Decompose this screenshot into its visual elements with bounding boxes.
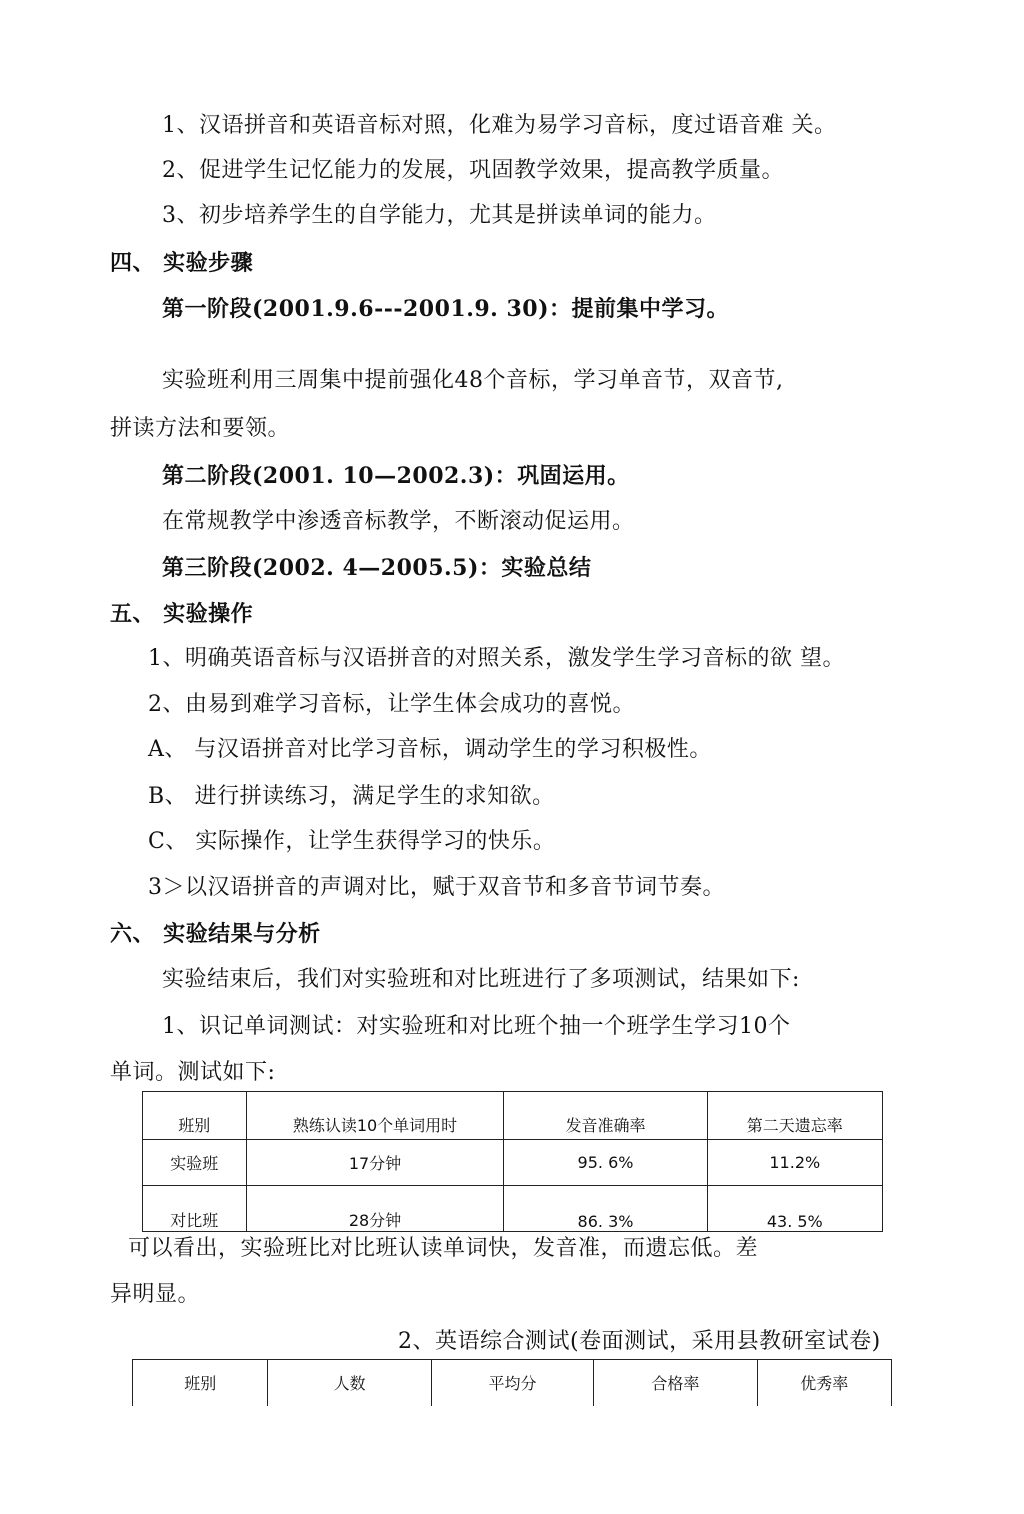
operation-item-b: B、 进行拼读练习，满足学生的求知欲。 — [148, 784, 555, 809]
results-intro: 实验结束后，我们对实验班和对比班进行了多项测试，结果如下: — [162, 967, 800, 992]
table-header-cell: 班别 — [143, 1092, 247, 1140]
objective-3: 3、初步培养学生的自学能力，尤其是拼读单词的能力。 — [162, 203, 717, 228]
table-header-cell: 熟练认读10个单词用时 — [246, 1092, 504, 1140]
stage-1-title: 第一阶段(2001.9.6---2001.9. 30)：提前集中学习。 — [162, 296, 730, 322]
operation-item-1: 1、明确英语音标与汉语拼音的对照关系，激发学生学习音标的欲 望。 — [148, 646, 845, 671]
word-test-table — [142, 1091, 883, 1232]
table-header-cell: 合格率 — [594, 1360, 757, 1406]
table-header-cell: 第二天遗忘率 — [707, 1092, 882, 1140]
table-row — [143, 1186, 883, 1232]
section-4-heading: 四、 实验步骤 — [110, 250, 254, 276]
time-cell: 17分钟 — [246, 1140, 504, 1186]
operation-item-a: A、 与汉语拼音对比学习音标，调动学生的学习积极性。 — [148, 737, 712, 762]
table-header-cell: 班别 — [133, 1360, 268, 1406]
test-2-title: 2、英语综合测试(卷面测试，采用县教研室试卷) — [398, 1329, 881, 1354]
table-header-cell: 人数 — [268, 1360, 431, 1406]
section-6-heading: 六、 实验结果与分析 — [110, 921, 321, 947]
table-header-cell: 平均分 — [431, 1360, 593, 1406]
comprehensive-test-table — [132, 1359, 892, 1406]
table-header-row — [143, 1092, 883, 1140]
table-header-row — [133, 1360, 892, 1406]
operation-item-c: C、 实际操作，让学生获得学习的快乐。 — [148, 829, 556, 854]
operation-item-2: 2、由易到难学习音标，让学生体会成功的喜悦。 — [148, 692, 635, 717]
table-header-cell: 发音准确率 — [504, 1092, 707, 1140]
stage-2-title: 第二阶段(2001. 10—2002.3)：巩固运用。 — [162, 463, 630, 489]
class-name-cell: 对比班 — [143, 1186, 247, 1232]
accuracy-cell: 86. 3% — [504, 1186, 707, 1232]
test-1-line2: 单词。测试如下: — [110, 1060, 276, 1085]
objective-2: 2、促进学生记忆能力的发展，巩固教学效果，提高教学质量。 — [162, 158, 784, 183]
stage-1-body-line2: 拼读方法和要领。 — [110, 416, 291, 441]
stage-1-body-line1: 实验班利用三周集中提前强化48个音标，学习单音节，双音节, — [162, 368, 784, 393]
time-cell: 28分钟 — [246, 1186, 504, 1232]
conclusion-line1: 可以看出，实验班比对比班认读单词快，发音准，而遗忘低。差 — [128, 1236, 759, 1261]
section-5-heading: 五、 实验操作 — [110, 601, 254, 627]
conclusion-line2: 异明显。 — [110, 1282, 201, 1307]
operation-item-3: 3＞以汉语拼音的声调对比，赋于双音节和多音节词节奏。 — [148, 875, 725, 900]
table-header-cell: 优秀率 — [757, 1360, 892, 1406]
stage-2-body: 在常规教学中渗透音标教学，不断滚动促运用。 — [162, 509, 635, 534]
stage-3-title: 第三阶段(2002. 4—2005.5)：实验总结 — [162, 555, 592, 581]
table-row — [143, 1140, 883, 1186]
forget-rate-cell: 43. 5% — [707, 1186, 882, 1232]
forget-rate-cell: 11.2% — [707, 1140, 882, 1186]
accuracy-cell: 95. 6% — [504, 1140, 707, 1186]
test-1-line1: 1、识记单词测试：对实验班和对比班个抽一个班学生学习10个 — [162, 1014, 791, 1039]
objective-1: 1、汉语拼音和英语音标对照，化难为易学习音标，度过语音难 关。 — [162, 113, 837, 138]
class-name-cell: 实验班 — [143, 1140, 247, 1186]
